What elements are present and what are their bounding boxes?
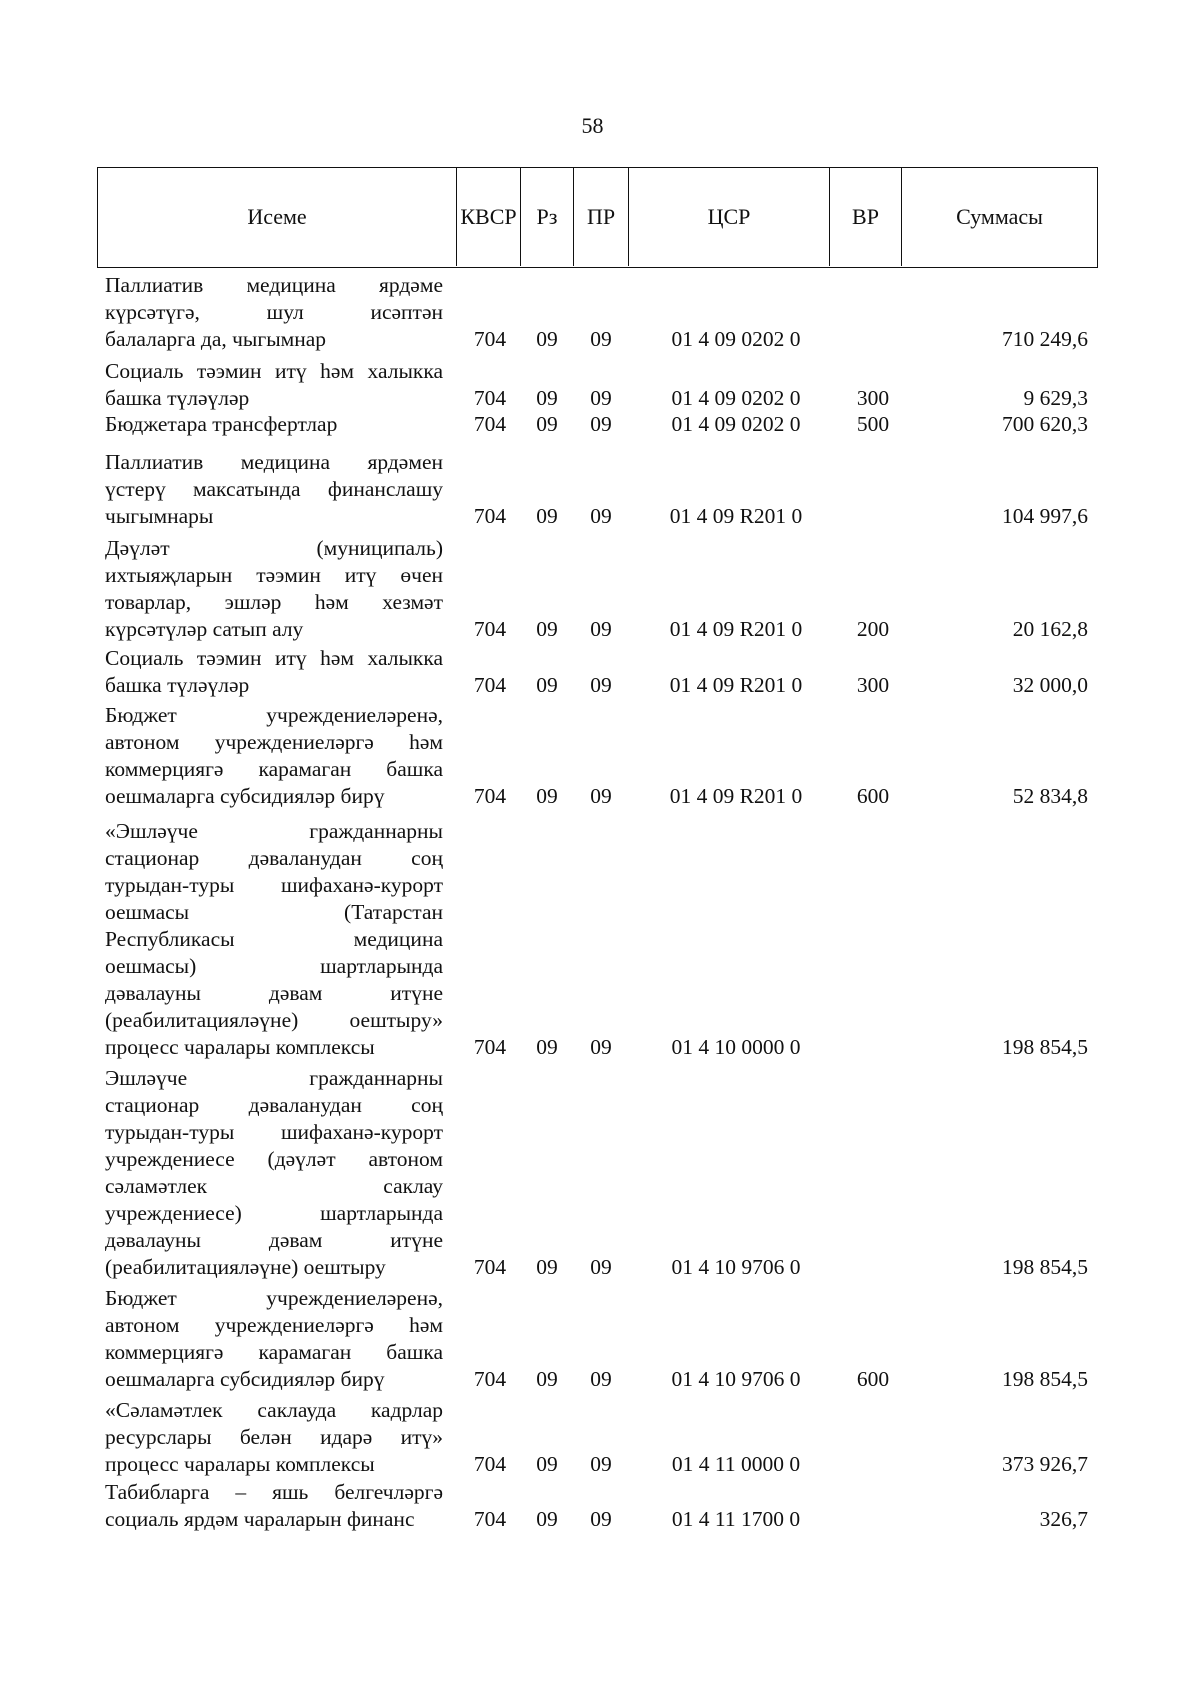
- row-sum: 32 000,0: [1012, 673, 1088, 697]
- row-name-line: товарлар, эшләр һәм хезмәт: [105, 590, 443, 614]
- row-name-line: Табибларга – яшь белгечләргә: [105, 1480, 443, 1504]
- header-pr: ПР: [573, 168, 628, 266]
- row-name-line: Дәүләт (муниципаль): [105, 536, 443, 560]
- row-name-line: чыгымнары: [105, 504, 214, 528]
- row-kvsr: 704: [473, 784, 507, 808]
- row-kvsr: 704: [473, 1255, 507, 1279]
- row-name-line: Социаль тәэмин итү һәм халыкка: [105, 359, 443, 383]
- row-name-line: Республикасы медицина: [105, 927, 443, 951]
- row-kvsr: 704: [473, 1367, 507, 1391]
- row-name-line: «Сәламәтлек саклауда кадрлар: [105, 1398, 443, 1422]
- row-pr: 09: [590, 1367, 612, 1391]
- row-name: [105, 702, 443, 810]
- row-rz: 09: [536, 673, 558, 697]
- row-csr: 01 4 09 R201 0: [669, 784, 803, 808]
- row-name-line: Паллиатив медицина ярдәме: [105, 273, 443, 297]
- row-name: [105, 411, 443, 438]
- row-name: [105, 1397, 443, 1478]
- row-pr: 09: [590, 1035, 612, 1059]
- row-vr: 500: [856, 412, 890, 436]
- row-name: [105, 1285, 443, 1393]
- row-name: [105, 1065, 443, 1281]
- row-kvsr: 704: [473, 327, 507, 351]
- row-sum: 104 997,6: [1002, 504, 1088, 528]
- row-sum: 9 629,3: [1023, 386, 1088, 410]
- row-sum: 700 620,3: [1002, 412, 1088, 436]
- row-pr: 09: [590, 327, 612, 351]
- row-vr: 200: [856, 617, 890, 641]
- row-name-line: ресурслары белән идарә итү»: [105, 1425, 443, 1449]
- header-rz: Рз: [520, 168, 573, 266]
- row-name-line: оешмаларга субсидияләр бирү: [105, 784, 385, 808]
- row-pr: 09: [590, 504, 612, 528]
- row-sum: 198 854,5: [1002, 1255, 1088, 1279]
- row-kvsr: 704: [473, 1507, 507, 1531]
- row-kvsr: 704: [473, 1035, 507, 1059]
- row-name-line: оешмаларга субсидияләр бирү: [105, 1367, 385, 1391]
- row-name-line: башка түләүләр: [105, 386, 250, 410]
- row-sum: 198 854,5: [1002, 1367, 1088, 1391]
- row-name: [105, 358, 443, 412]
- row-name-line: автоном учреждениеләргә һәм: [105, 1313, 443, 1337]
- row-pr: 09: [590, 673, 612, 697]
- row-csr: 01 4 11 0000 0: [671, 1452, 801, 1476]
- row-name-line: оешмасы (Татарстан: [105, 900, 443, 924]
- row-name-line: коммерциягә карамаган башка: [105, 757, 443, 781]
- row-rz: 09: [536, 784, 558, 808]
- header-vr: ВР: [829, 168, 901, 266]
- row-sum: 373 926,7: [1002, 1452, 1088, 1476]
- row-name-line: коммерциягә карамаган башка: [105, 1340, 443, 1364]
- row-vr: 600: [856, 1367, 890, 1391]
- row-name-line: оешмасы) шартларында: [105, 954, 443, 978]
- header-sum: Суммасы: [901, 168, 1097, 266]
- row-rz: 09: [536, 1035, 558, 1059]
- row-rz: 09: [536, 327, 558, 351]
- row-pr: 09: [590, 1452, 612, 1476]
- row-sum: 20 162,8: [1012, 617, 1088, 641]
- row-name-line: ихтыяҗларын тәэмин итү өчен: [105, 563, 443, 587]
- row-name-line: социаль ярдәм чараларын финанс: [105, 1507, 415, 1531]
- header-csr: ЦСР: [628, 168, 829, 266]
- row-name-line: балаларга да, чыгымнар: [105, 327, 327, 351]
- row-pr: 09: [590, 617, 612, 641]
- row-csr: 01 4 09 R201 0: [669, 617, 803, 641]
- row-csr: 01 4 10 0000 0: [671, 1035, 801, 1059]
- row-rz: 09: [536, 504, 558, 528]
- row-sum: 710 249,6: [1002, 327, 1088, 351]
- row-rz: 09: [536, 1452, 558, 1476]
- row-pr: 09: [590, 412, 612, 436]
- row-name: [105, 645, 443, 699]
- row-name: [105, 818, 443, 1061]
- header-kvsr: КВСР: [456, 168, 520, 266]
- row-name-line: стационар дәваланудан соң: [105, 846, 443, 870]
- row-kvsr: 704: [473, 412, 507, 436]
- row-sum: 52 834,8: [1012, 784, 1088, 808]
- row-name-line: Паллиатив медицина ярдәмен: [105, 450, 443, 474]
- row-name-line: сәламәтлек саклау: [105, 1174, 443, 1198]
- row-csr: 01 4 10 9706 0: [671, 1367, 801, 1391]
- row-csr: 01 4 09 R201 0: [669, 504, 803, 528]
- row-sum: 198 854,5: [1002, 1035, 1088, 1059]
- row-vr: 300: [856, 386, 890, 410]
- row-csr: 01 4 10 9706 0: [671, 1255, 801, 1279]
- row-name-line: турыдан-туры шифаханә-курорт: [105, 1120, 443, 1144]
- row-name-line: Социаль тәэмин итү һәм халыкка: [105, 646, 443, 670]
- row-pr: 09: [590, 784, 612, 808]
- row-name-line: процесс чаралары комплексы: [105, 1035, 375, 1059]
- row-name: [105, 535, 443, 643]
- row-name-line: үстерү максатында финанслашу: [105, 477, 443, 501]
- row-kvsr: 704: [473, 386, 507, 410]
- row-name-line: процесс чаралары комплексы: [105, 1452, 375, 1476]
- row-pr: 09: [590, 386, 612, 410]
- row-rz: 09: [536, 1367, 558, 1391]
- row-csr: 01 4 11 1700 0: [671, 1507, 801, 1531]
- row-rz: 09: [536, 386, 558, 410]
- row-kvsr: 704: [473, 504, 507, 528]
- row-name: [105, 449, 443, 530]
- row-name-line: күрсәтүгә, шул исәптән: [105, 300, 443, 324]
- row-name-line: дәвалауны дәвам итүне: [105, 1228, 443, 1252]
- row-name: [105, 272, 443, 353]
- row-csr: 01 4 09 R201 0: [669, 673, 803, 697]
- row-csr: 01 4 09 0202 0: [671, 412, 801, 436]
- row-name-line: дәвалауны дәвам итүне: [105, 981, 443, 1005]
- row-pr: 09: [590, 1507, 612, 1531]
- row-name-line: учреждениесе (дәүләт автоном: [105, 1147, 443, 1171]
- row-csr: 01 4 09 0202 0: [671, 386, 801, 410]
- row-kvsr: 704: [473, 673, 507, 697]
- row-vr: 300: [856, 673, 890, 697]
- row-rz: 09: [536, 617, 558, 641]
- row-sum: 326,7: [1039, 1507, 1088, 1531]
- row-name-line: автоном учреждениеләргә һәм: [105, 730, 443, 754]
- row-name-line: күрсәтүләр сатып алу: [105, 617, 304, 641]
- header-name: Исеме: [247, 204, 307, 229]
- row-name: [105, 1479, 443, 1533]
- row-name-line: Эшләүче гражданнарны: [105, 1066, 443, 1090]
- row-name-line: башка түләүләр: [105, 673, 250, 697]
- row-vr: 600: [856, 784, 890, 808]
- row-name-line: Бюджетара трансфертлар: [105, 412, 338, 436]
- row-rz: 09: [536, 1255, 558, 1279]
- row-name-line: учреждениесе) шартларында: [105, 1201, 443, 1225]
- page-number: 58: [581, 113, 604, 138]
- row-name-line: турыдан-туры шифаханә-курорт: [105, 873, 443, 897]
- row-kvsr: 704: [473, 617, 507, 641]
- row-csr: 01 4 09 0202 0: [671, 327, 801, 351]
- row-name-line: Бюджет учреждениеләренә,: [105, 703, 443, 727]
- row-name-line: «Эшләүче гражданнарны: [105, 819, 443, 843]
- row-rz: 09: [536, 412, 558, 436]
- row-pr: 09: [590, 1255, 612, 1279]
- row-kvsr: 704: [473, 1452, 507, 1476]
- row-name-line: стационар дәваланудан соң: [105, 1093, 443, 1117]
- row-rz: 09: [536, 1507, 558, 1531]
- row-name-line: (реабилитацияләүне) оештыру: [105, 1255, 386, 1279]
- row-name-line: (реабилитацияләүне) оештыру»: [105, 1008, 443, 1032]
- row-name-line: Бюджет учреждениеләренә,: [105, 1286, 443, 1310]
